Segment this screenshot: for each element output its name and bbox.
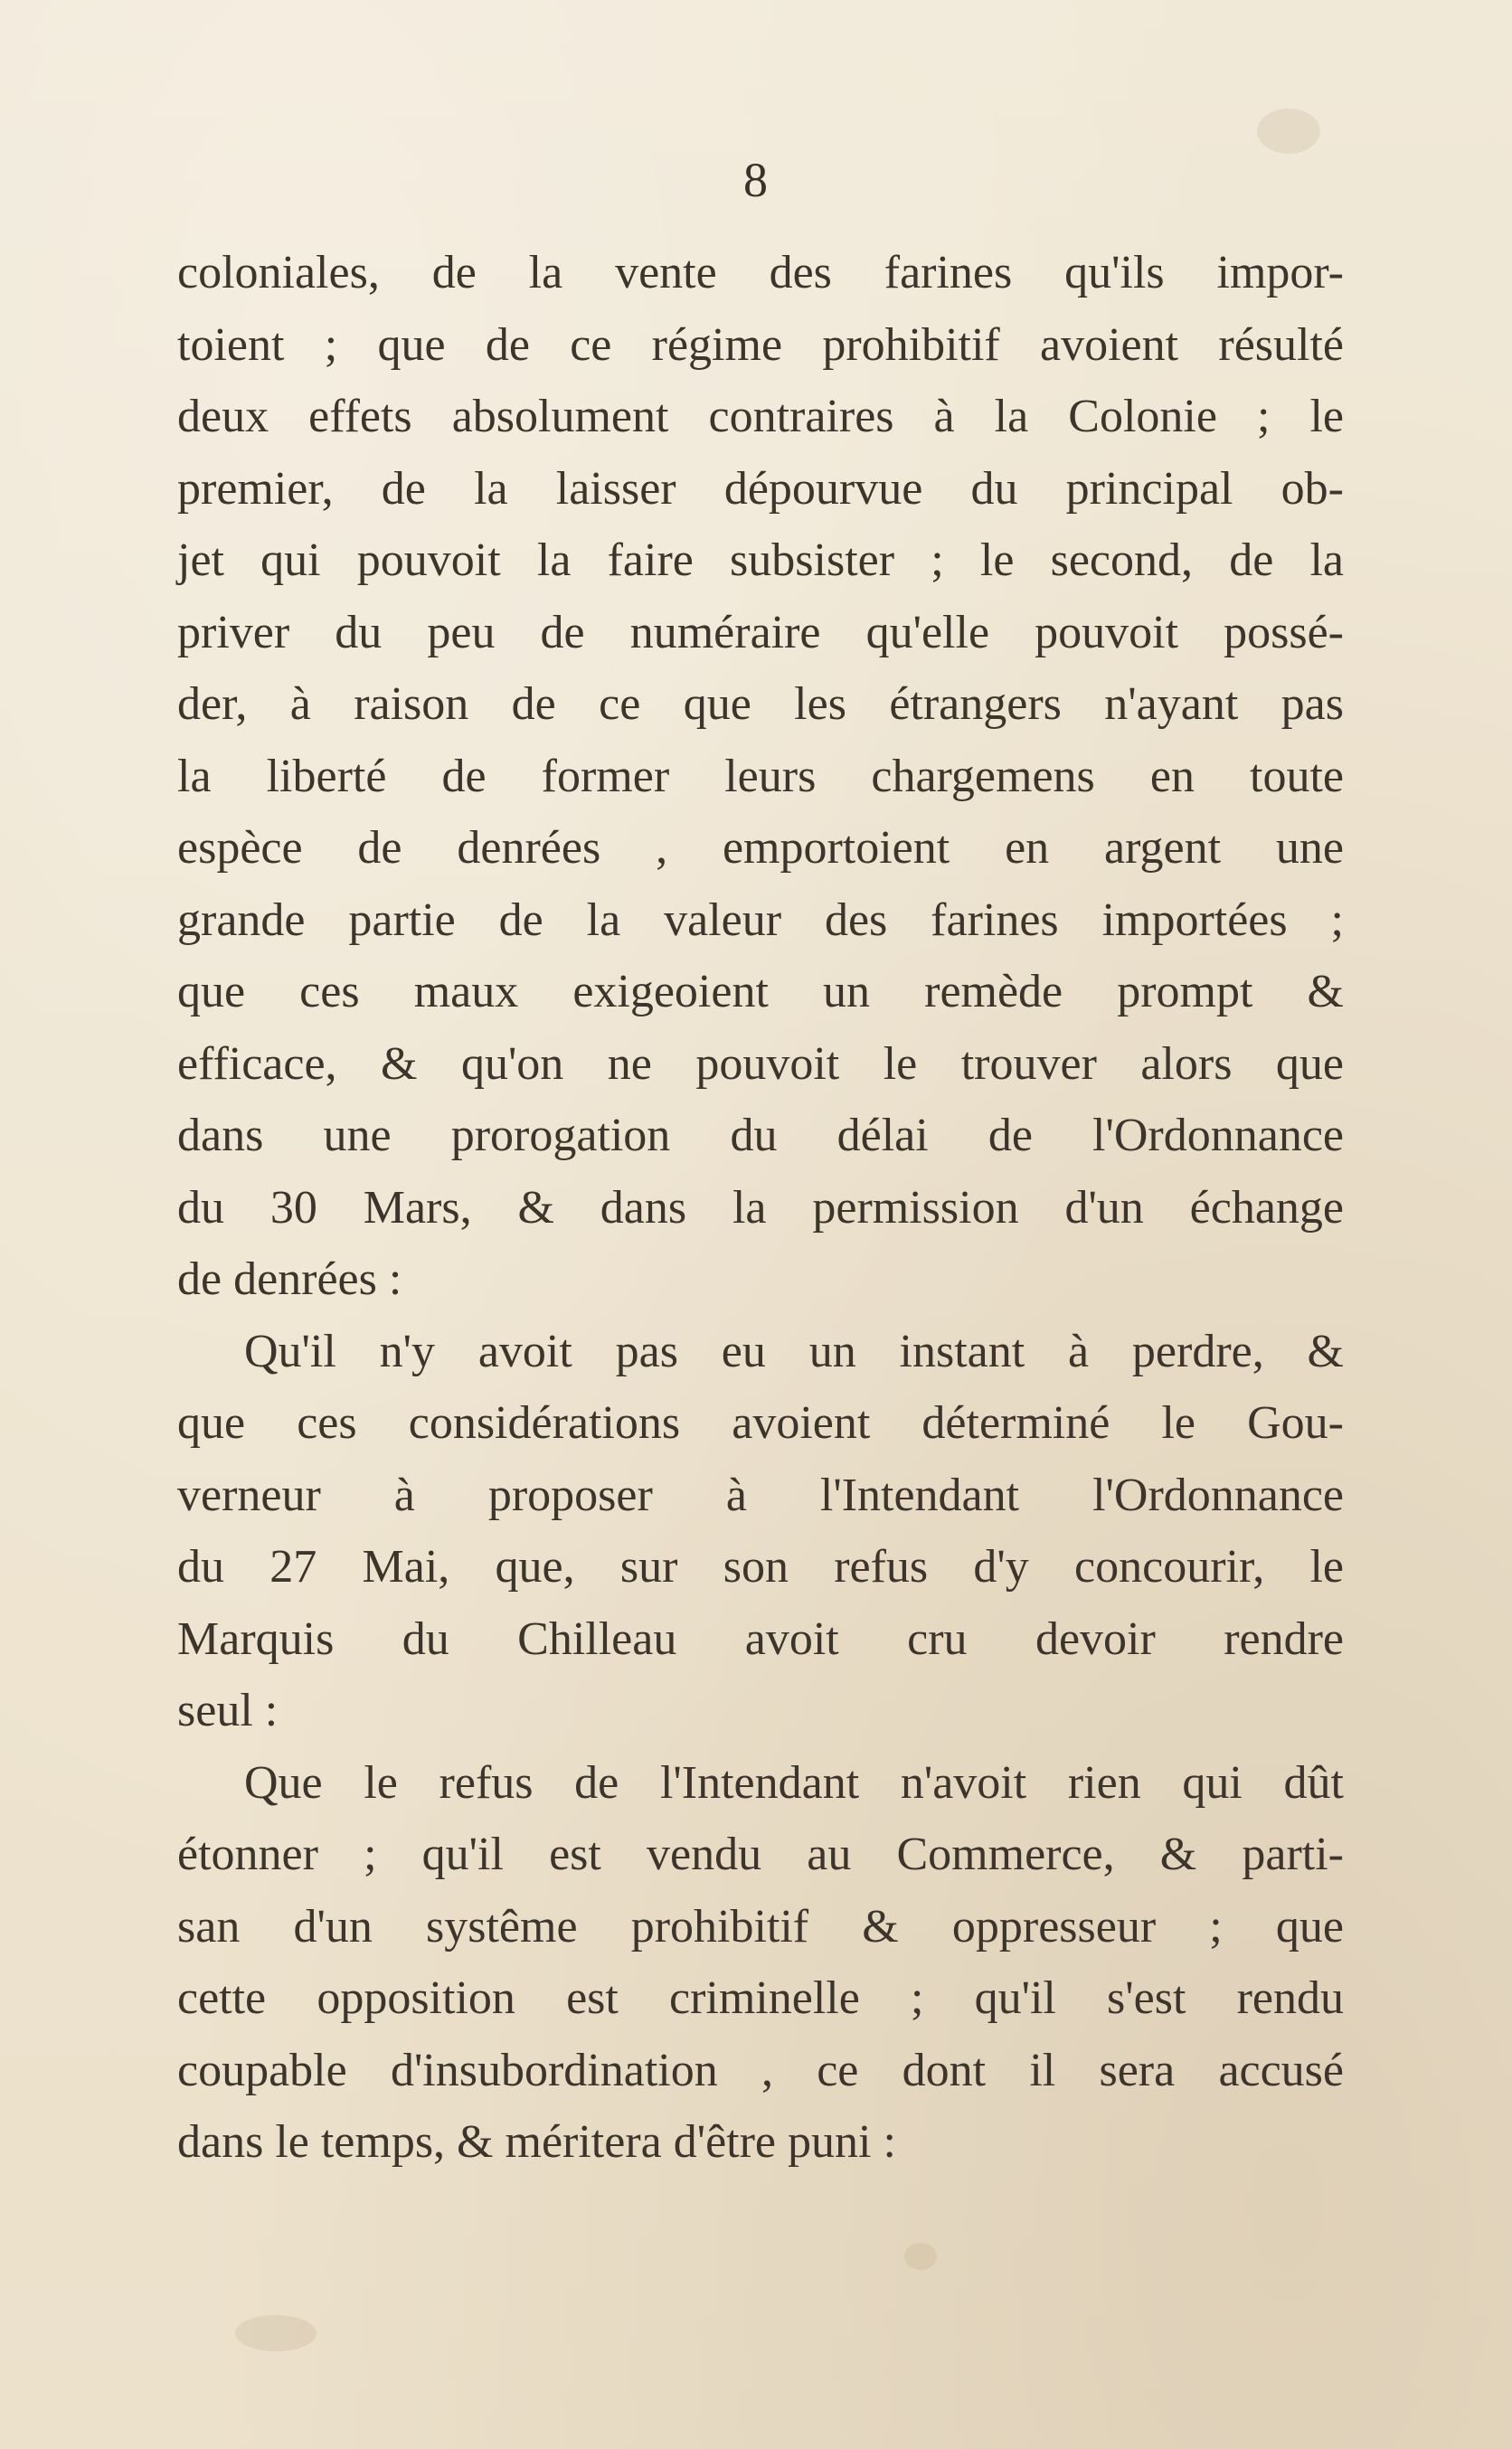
text-line: der, à raison de ce que les étrangers n'ayant pas [177,678,1344,730]
text-line: du 30 Mars, & dans la permission d'un échange [177,1181,1344,1234]
text-line: jet qui pouvoit la faire subsister ; le second, de la [177,534,1344,586]
text-line: deux effets absolument contraires à la Colonie ; le [177,391,1344,442]
text-line: étonner ; qu'il est vendu au Commerce, & parti- [177,1829,1344,1880]
text-line: dans une prorogation du délai de l'Ordonnance [177,1110,1344,1161]
text-line: de denrées : [177,1253,402,1305]
text-line: toient ; que de ce régime prohibitif avoient résulté [177,318,1344,371]
text-line: efficace, & qu'on ne pouvoit le trouver alors que [177,1037,1344,1090]
paper-stain [235,2315,317,2351]
text-line: Marquis du Chilleau avoit cru devoir rendre [177,1612,1344,1665]
body-text [177,237,1344,2179]
text-line: seul : [177,1685,279,1736]
text-line: san d'un systême prohibitif & oppresseur ; que [177,1900,1344,1953]
text-line: dans le temps, & méritera d'être puni : [177,2116,896,2168]
paper-stain [1257,109,1320,154]
text-line: du 27 Mai, que, sur son refus d'y concourir, le [177,1541,1344,1593]
text-line: que ces maux exigeoient un remède prompt & [177,966,1344,1017]
text-line: Que le refus de l'Intendant n'avoit rien qui dût [244,1756,1344,1809]
text-line: coupable d'insubordination , ce dont il sera accusé [177,2044,1344,2096]
text-line: que ces considérations avoient déterminé le Gou- [177,1397,1344,1449]
text-line: grande partie de la valeur des farines importées ; [177,894,1344,946]
text-line: la liberté de former leurs chargemens en toute [177,750,1344,802]
text-line: espèce de denrées , emportoient en argent une [177,822,1344,874]
text-line: Qu'il n'y avoit pas eu un instant à perdre, & [244,1325,1344,1377]
text-line: verneur à proposer à l'Intendant l'Ordonnance [177,1469,1344,1521]
text-line: cette opposition est criminelle ; qu'il s'est rendu [177,1972,1344,2024]
text-line: premier, de la laisser dépourvue du principal ob- [177,462,1344,515]
page-number: 8 [743,153,769,207]
text-line: coloniales, de la vente des farines qu'ils impor- [177,247,1344,298]
paper-stain [904,2243,937,2270]
text-line: priver du peu de numéraire qu'elle pouvoit possé- [177,606,1344,658]
